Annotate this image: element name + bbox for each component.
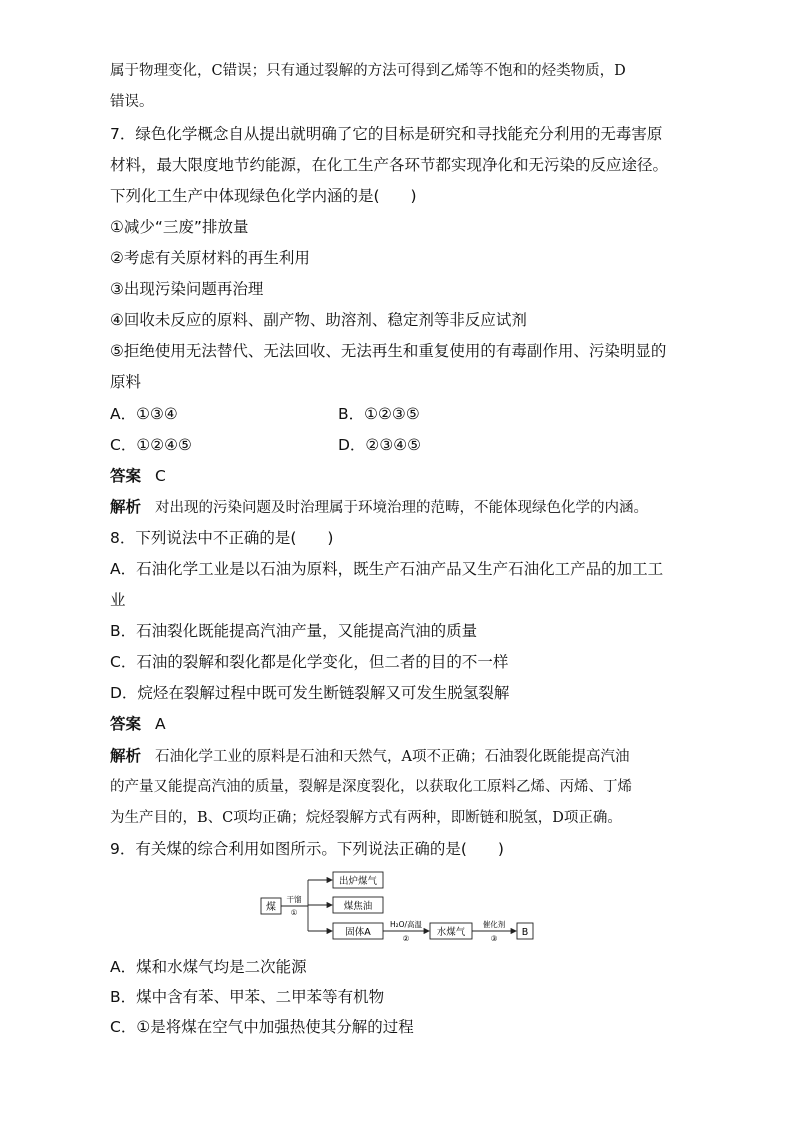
q7-explanation-label: 解析 bbox=[110, 498, 142, 516]
step1-number: ① bbox=[290, 908, 298, 917]
q7-explanation-text: 对出现的污染问题及时治理属于环境治理的范畴，不能体现绿色化学的内涵。 bbox=[155, 500, 649, 516]
q7-item-5-line-2: 原料 bbox=[110, 373, 142, 391]
step2-number: ② bbox=[402, 934, 410, 942]
q7-answer-value: C bbox=[155, 467, 166, 485]
product2-label: 煤焦油 bbox=[343, 901, 373, 912]
q7-item-4: ④回收未反应的原料、副产物、助溶剂、稳定剂等非反应试剂 bbox=[110, 311, 527, 329]
q7-option-d: D．②③④⑤ bbox=[338, 436, 422, 454]
q7-stem-line-2: 材料，最大限度地节约能源，在化工生产各环节都实现净化和无污染的反应途径。 bbox=[110, 156, 669, 174]
q8-explanation-line-3: 为生产目的，B、C项均正确；烷烃裂解方式有两种，即断链和脱氢，D项正确。 bbox=[110, 810, 622, 826]
q7-explanation bbox=[110, 497, 648, 518]
q7-item-2: ②考虑有关原材料的再生利用 bbox=[110, 249, 310, 267]
q9-option-c: C．①是将煤在空气中加强热使其分解的过程 bbox=[110, 1018, 414, 1036]
q7-answer-label: 答案 bbox=[110, 467, 142, 485]
q7-stem-line-3: 下列化工生产中体现绿色化学内涵的是( ) bbox=[110, 187, 417, 205]
coal-utilization-diagram bbox=[255, 868, 545, 946]
prev-explanation-line-1: 属于物理变化，C错误；只有通过裂解的方法可得到乙烯等不饱和的烃类物质，D bbox=[110, 63, 626, 79]
q9-stem: 9．有关煤的综合利用如图所示。下列说法正确的是( ) bbox=[110, 840, 504, 858]
q9-option-a: A．煤和水煤气均是二次能源 bbox=[110, 958, 307, 976]
q8-explanation-label: 解析 bbox=[110, 747, 142, 765]
q8-option-a-line-1: A．石油化学工业是以石油为原料，既生产石油产品又生产石油化工产品的加工工 bbox=[110, 560, 664, 578]
q8-explanation-line-2: 的产量又能提高汽油的质量，裂解是深度裂化，以获取化工原料乙烯、丙烯、丁烯 bbox=[110, 779, 632, 795]
q8-option-b: B．石油裂化既能提高汽油产量，又能提高汽油的质量 bbox=[110, 622, 478, 640]
coal-diagram-svg bbox=[255, 868, 545, 942]
q7-answer bbox=[110, 466, 166, 486]
q8-option-a-line-2: 业 bbox=[110, 591, 126, 609]
q9-option-b: B．煤中含有苯、甲苯、二甲苯等有机物 bbox=[110, 988, 385, 1006]
q7-item-5-line-1: ⑤拒绝使用无法替代、无法回收、无法再生和重复使用的有毒副作用、污染明显的 bbox=[110, 342, 667, 360]
product1-label: 出炉煤气 bbox=[338, 876, 378, 887]
step3-number: ③ bbox=[490, 934, 498, 942]
q8-stem: 8．下列说法中不正确的是( ) bbox=[110, 529, 334, 547]
q8-answer bbox=[110, 714, 166, 734]
final-label: B bbox=[521, 927, 529, 938]
step2-label: H₂O/高温 bbox=[389, 920, 423, 929]
q7-option-b: B．①②③⑤ bbox=[338, 405, 420, 423]
step3-label: 催化剂 bbox=[482, 920, 506, 929]
step1-label: 干馏 bbox=[286, 895, 302, 904]
q8-option-c: C．石油的裂解和裂化都是化学变化，但二者的目的不一样 bbox=[110, 653, 509, 671]
q7-options-row-1 bbox=[110, 404, 420, 424]
q7-option-c: C．①②④⑤ bbox=[110, 436, 192, 454]
product3-label: 固体A bbox=[345, 927, 371, 938]
q7-option-a: A．①③④ bbox=[110, 405, 178, 423]
q7-stem-line-1: 7．绿色化学概念自从提出就明确了它的目标是研究和寻找能充分利用的无毒害原 bbox=[110, 125, 663, 143]
prev-explanation-line-2: 错误。 bbox=[110, 94, 154, 110]
q8-answer-label: 答案 bbox=[110, 715, 142, 733]
q7-item-3: ③出现污染问题再治理 bbox=[110, 280, 264, 298]
q8-answer-value: A bbox=[155, 715, 166, 733]
q8-explanation-text-1: 石油化学工业的原料是石油和天然气，A项不正确；石油裂化既能提高汽油 bbox=[155, 749, 630, 765]
water-gas-label: 水煤气 bbox=[436, 927, 466, 938]
q7-item-1: ①减少“三废”排放量 bbox=[110, 218, 249, 236]
q8-option-d: D．烷烃在裂解过程中既可发生断链裂解又可发生脱氢裂解 bbox=[110, 684, 510, 702]
q8-explanation-line-1 bbox=[110, 746, 629, 767]
q7-options-row-2 bbox=[110, 435, 422, 455]
coal-label: 煤 bbox=[266, 902, 276, 913]
